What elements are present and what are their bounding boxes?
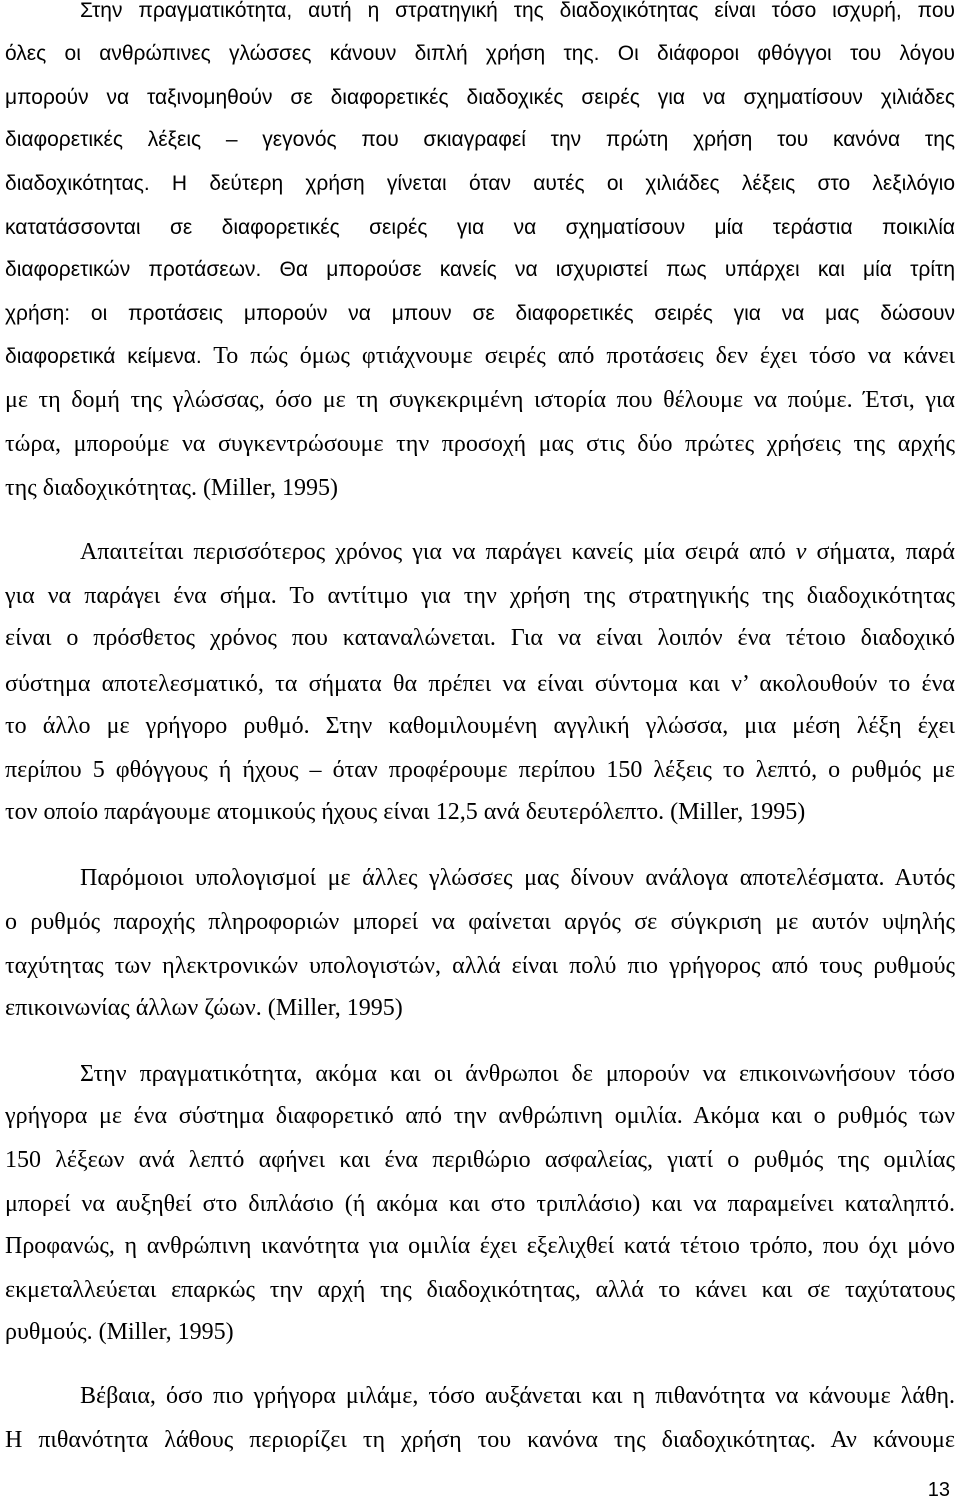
text-segment: σήματα, παρά [816,539,955,565]
text-line: κατατάσσονται σε διαφορετικές σειρές για να σχηματίσουν μία τεράστια ποικιλία [5,216,955,239]
text-line: σύστημα αποτελεσματικό, τα σήματα θα πρέπει να είναι σύντομα και ν’ ακολουθούν το ένα [5,671,955,697]
text-segment: διαφορετικά κείμενα. [5,345,202,368]
text-line: ρυθμούς. (Miller, 1995) [5,1319,234,1345]
text-line: Η πιθανότητα λάθους περιορίζει τη χρήση του κανόνα της διαδοχικότητας. Αν κάνουμε [5,1427,955,1453]
text-line: ο ρυθμός παροχής πληροφοριών μπορεί να φαίνεται αργός σε σύγκριση με αυτόν υψηλής [5,909,955,935]
text-line [5,341,955,372]
text-line: εκμεταλλεύεται επαρκώς την αρχή της διαδοχικότητας, αλλά το κάνει και σε ταχύτατους [5,1277,955,1303]
text-line: τώρα, μπορούμε να συγκεντρώσουμε την προσοχή μας στις δύο πρώτες χρήσεις της αρχής [5,431,955,457]
text-line: διαφορετικών προτάσεων. Θα μπορούσε κανείς να ισχυριστεί πως υπάρχει και μία τρίτη [5,258,955,281]
text-line: γρήγορα με ένα σύστημα διαφορετικό από την ανθρώπινη ομιλία. Ακόμα και ο ρυθμός των [5,1103,955,1129]
text-line: μπορεί να αυξηθεί στο διπλάσιο (ή ακόμα και στο τριπλάσιο) και να παραμείνει καταληπτό. [5,1191,955,1217]
text-line: ταχύτητας των ηλεκτρονικών υπολογιστών, αλλά είναι πολύ πιο γρήγορος από τους ρυθμούς [5,953,955,979]
text-line: διαφορετικές λέξεις – γεγονός που σκιαγραφεί την πρώτη χρήση του κανόνα της [5,128,955,151]
text-line: διαδοχικότητας. Η δεύτερη χρήση γίνεται όταν αυτές οι χιλιάδες λέξεις στο λεξιλόγιο [5,172,955,195]
text-segment: Απαιτείται περισσότερος χρόνος για να παράγει κανείς μία σειρά από [80,539,786,565]
text-segment: ν [795,539,807,565]
text-line [80,537,955,567]
page-number: 13 [927,1479,950,1501]
text-line: 150 λέξεων ανά λεπτό αφήνει και ένα περιθώριο ασφαλείας, γιατί ο ρυθμός της ομιλίας [5,1147,955,1173]
text-line: όλες οι ανθρώπινες γλώσσες κάνουν διπλή χρήση της. Οι διάφοροι φθόγγοι του λόγου [5,42,955,65]
text-line: μπορούν να ταξινομηθούν σε διαφορετικές διαδοχικές σειρές για να σχηματίσουν χιλιάδες [5,86,955,109]
text-line: επικοινωνίας άλλων ζώων. (Miller, 1995) [5,995,403,1021]
text-line: τον οποίο παράγουμε ατομικούς ήχους είναι 12,5 ανά δευτερόλεπτο. (Miller, 1995) [5,799,806,825]
text-line: με τη δομή της γλώσσας, όσο με τη συγκεκριμένη ιστορία που θέλουμε να πούμε. Έτσι, για [5,387,955,413]
text-line: Στην πραγματικότητα, ακόμα και οι άνθρωποι δε μπορούν να επικοινωνήσουν τόσο [80,1061,955,1087]
text-line: Βέβαια, όσο πιο γρήγορα μιλάμε, τόσο αυξάνεται και η πιθανότητα να κάνουμε λάθη. [80,1383,955,1409]
text-line: για να παράγει ένα σήμα. Το αντίτιμο για την χρήση της στρατηγικής της διαδοχικότητας [5,583,955,609]
text-line: είναι ο πρόσθετος χρόνος που καταναλώνεται. Για να είναι λοιπόν ένα τέτοιο διαδοχικό [5,625,955,651]
text-line: Προφανώς, η ανθρώπινη ικανότητα για ομιλία έχει εξελιχθεί κατά τέτοιο τρόπο, που όχι μόνο [5,1233,955,1259]
text-line: το άλλο με γρήγορο ρυθμό. Στην καθομιλουμένη αγγλική γλώσσα, μια μέση λέξη έχει [5,713,955,739]
text-line: της διαδοχικότητας. (Miller, 1995) [5,475,338,501]
text-line: Παρόμοιοι υπολογισμοί με άλλες γλώσσες μας δίνουν ανάλογα αποτελέσματα. Αυτός [80,865,955,891]
text-line: περίπου 5 φθόγγους ή ήχους – όταν προφέρουμε περίπου 150 λέξεις το λεπτό, ο ρυθμός με [5,757,955,783]
text-line: χρήση: οι προτάσεις μπορούν να μπουν σε διαφορετικές σειρές για να μας δώσουν [5,302,955,325]
text-line: Στην πραγματικότητα, αυτή η στρατηγική της διαδοχικότητας είναι τόσο ισχυρή, που [80,0,955,22]
text-segment: Το πώς όμως φτιάχνουμε σειρές από προτάσεις δεν έχει τόσο να κάνει [213,343,955,369]
